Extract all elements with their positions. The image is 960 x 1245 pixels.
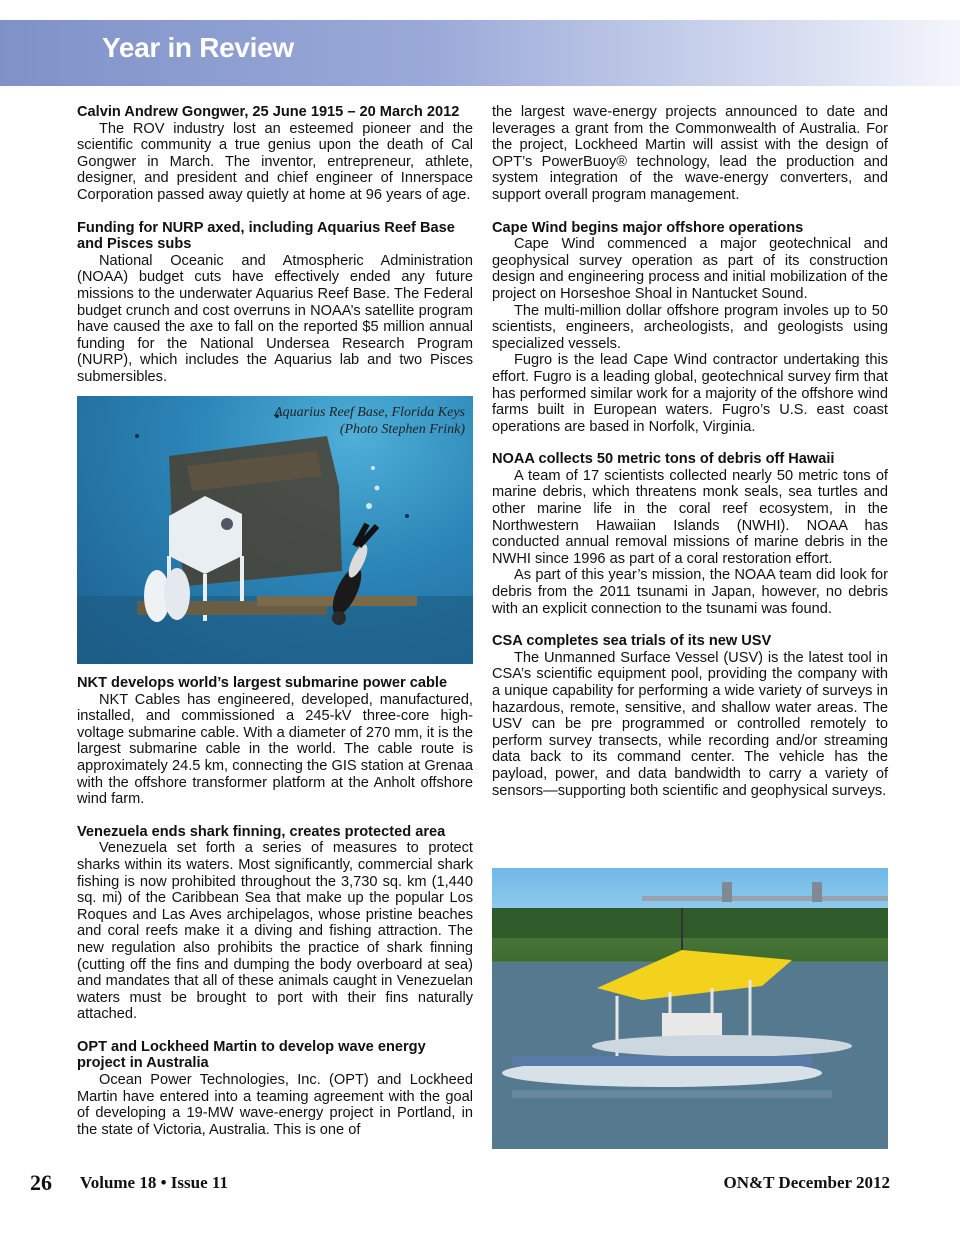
page-footer [30,1170,890,1194]
article-paragraph: Ocean Power Technologies, Inc. (OPT) and Lockheed Martin have entered into a teaming agreement with the goal of developing a 19-MW wave-energy project in Portland, in the state of Victoria, Australia. This is one of [77,1072,473,1138]
article-title: OPT and Lockheed Martin to develop wave energy project in Australia [77,1038,426,1072]
page-number: 26 [30,1170,52,1195]
left-column-lower [77,675,473,1154]
article-opt [77,1039,473,1139]
article-paragraph: Fugro is the lead Cape Wind contractor undertaking this effort. Fugro is a leading global, geotechnical survey firm that has performed similar work for a majority of the offshore wind farms built in European waters. Fugro’s U.S. east coast operations are based in Norfolk, Virginia. [492,352,888,435]
article-paragraph: National Oceanic and Atmospheric Administration (NOAA) budget cuts have effectively ended any future missions to the underwater Aquarius Reef Base. The Federal budget crunch and cost overruns in NOAA’s satellite program have caused the axe to fall on the reported $5 million annual funding for the National Undersea Research Program (NURP), which includes the Aquarius lab and two Pisces submersibles. [77,252,473,385]
aquarius-reef-base-photo [77,396,473,664]
article-venezuela [77,824,473,1023]
caption-credit: (Photo Stephen Frink) [339,422,465,437]
article-paragraph: NKT Cables has engineered, developed, manufactured, installed, and commissioned a 245-kV three-core high-voltage submarine cable. With a diameter of 270 mm, it is the largest submarine cable in the world. The cable route is approximately 24.5 km, connecting the GIS station at Grenaa with the offshore transformer platform at the Anholt offshore wind farm. [77,691,473,808]
article-csa-usv [492,633,888,799]
left-column-upper [77,104,473,402]
article-title: NKT develops world’s largest submarine power cable [77,675,448,691]
article-cape-wind [492,220,888,436]
article-paragraph: Venezuela set forth a series of measures to protect sharks within its waters. Most significantly, commercial shark fishing is now prohibited throughout the 3,730 sq. km (1,440 sq. mi) of the Caribbean Sea that make up the popular Los Roques and Las Aves archipelagos, whose pristine beaches and coral reefs make it a diving and fishing attraction. The new regulation also prohibits the practice of shark finning (cutting off the fins and dumping the body overboard at sea) and mandates that all of these animals caught in Venezuelan waters must be brought to port with their fins naturally attached. [77,840,473,1023]
section-title: Year in Review [102,32,294,63]
volume-issue: Volume 18 • Issue 11 [80,1173,228,1192]
usv-photo [492,868,888,1149]
section-banner [0,20,960,86]
article-title: Cape Wind begins major offshore operations [492,219,804,236]
right-column [492,104,888,815]
article-opt-continued [492,104,888,204]
article-noaa-debris [492,451,888,617]
issue-date: ON&T December 2012 [723,1173,890,1192]
article-paragraph: the largest wave-energy projects announced to date and leverages a grant from the Commonwealth of Australia. For the project, Lockheed Martin will assist with the design of OPT’s PowerBuoy® technology, lead the production and system integration of the wave-energy converters, and support overall program management. [492,104,888,203]
article-title: Venezuela ends shark finning, creates protected area [77,823,446,840]
article-paragraph: A team of 17 scientists collected nearly 50 metric tons of marine debris, which threatens monk seals, sea turtles and other marine life in the coral reef ecosystem, in the Northwestern Hawaiian Islands (NWHI). NOAA has conducted annual removal missions of marine debris in the NWHI since 1996 as part of a coral restoration effort. [492,467,888,567]
usv-boat-illustration [492,868,888,1149]
article-gongwer [77,104,473,204]
article-paragraph: Cape Wind commenced a major geotechnical and geophysical survey operation as part of its construction design and engineering process and initial mobilization of the project on Horseshoe Shoal in Nantucket Sound. [492,236,888,302]
article-title: CSA completes sea trials of its new USV [492,633,772,650]
article-title: Calvin Andrew Gongwer, 25 June 1915 – 20 March 2012 [77,104,460,120]
caption-line: Aquarius Reef Base, Florida Keys [274,405,465,420]
article-paragraph: The ROV industry lost an esteemed pioneer and the scientific community a true genius upon the death of Cal Gongwer in March. The inventor, entrepreneur, athlete, designer, and president and chief engineer of Innerspace Corporation passed away quietly at home at 96 years of age. [77,120,473,203]
article-nkt [77,675,473,808]
article-title: NOAA collects 50 metric tons of debris off Hawaii [492,451,835,468]
photo-caption [274,404,465,438]
article-paragraph: As part of this year’s mission, the NOAA team did look for debris from the 2011 tsunami in Japan, however, no debris with an explicit connection to the tsunami was found. [492,567,888,617]
article-paragraph: The multi-million dollar offshore program involes up to 50 scientists, engineers, archeologists, and geologists using specialized vessels. [492,302,888,352]
article-paragraph: The Unmanned Surface Vessel (USV) is the latest tool in CSA’s scientific equipment pool, providing the company with a unique capability for performing a wide variety of surveys in hazardous, remote, sensitive, and shallow water areas. The USV can be pre programmed or controlled remotely to perform survey transects, while recording and/or streaming data back to its command center. The vehicle has the payload, power, and data bandwidth to carry a variety of sensors—supporting both scientific and geophysical surveys. [492,649,888,799]
article-title: Funding for NURP axed, including Aquarius Reef Base and Pisces subs [77,219,455,253]
article-nurp [77,220,473,386]
